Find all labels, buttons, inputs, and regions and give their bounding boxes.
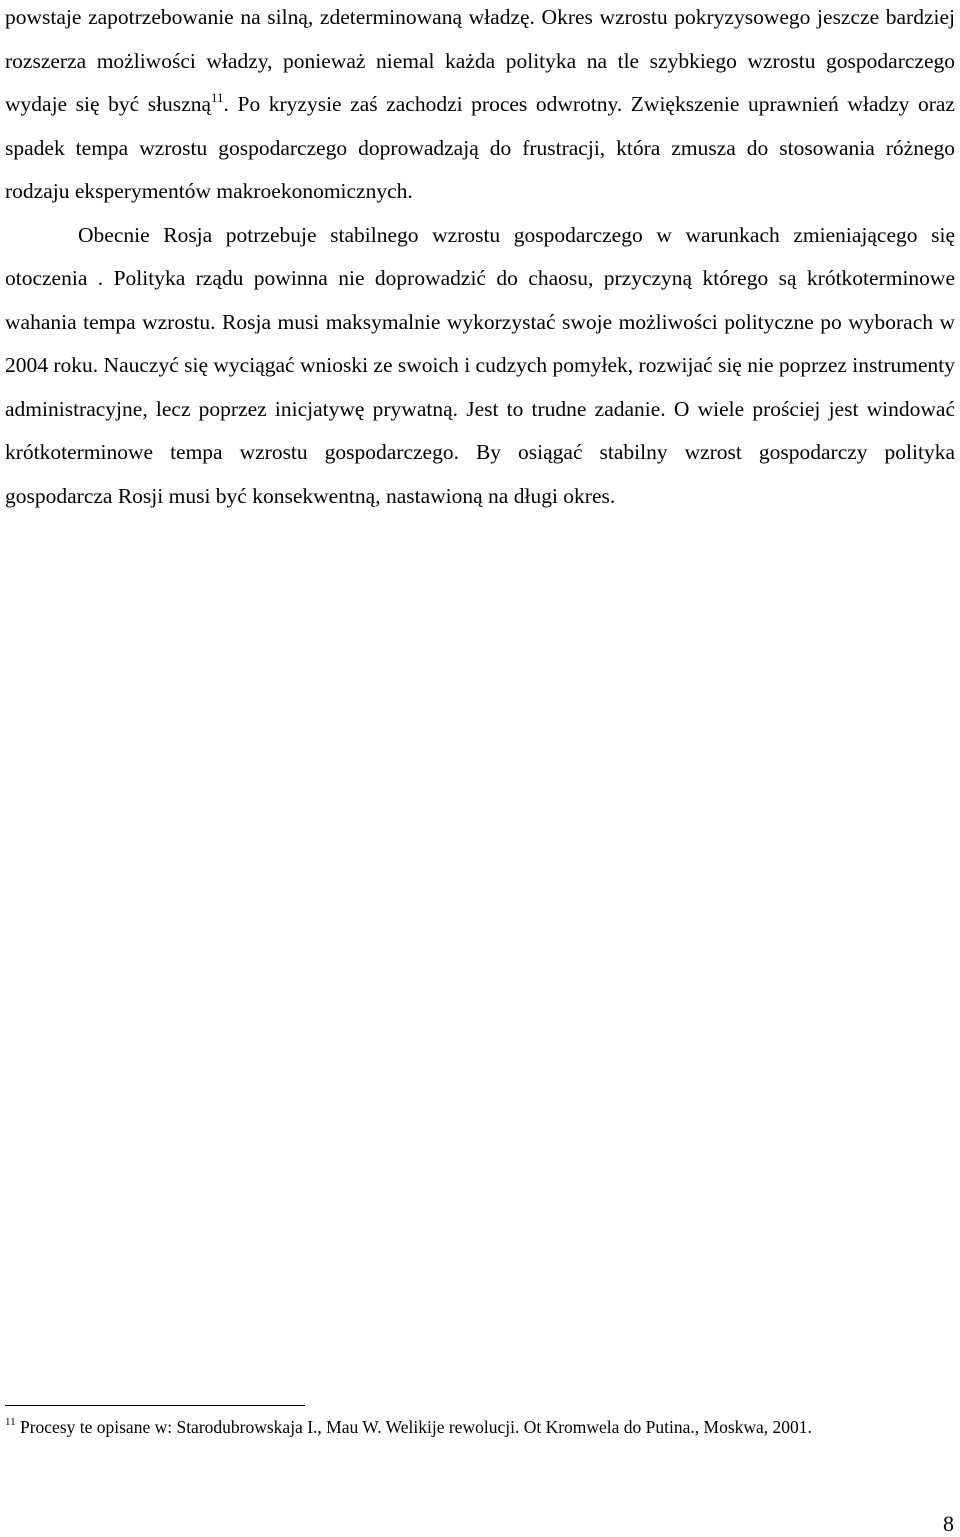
footnote-number: 11 bbox=[5, 1416, 16, 1428]
paragraph-1-part-2: . Po kryzysie zaś zachodzi proces odwrotny. Zwiększenie uprawnień władzy oraz spadek tempa wzrostu gospodarczego doprowadzają do frustracji, która zmusza do stosowania różnego rodzaju eksperymentów makroekonomicznych. bbox=[5, 92, 955, 203]
main-text bbox=[5, 0, 955, 518]
paragraph-1 bbox=[5, 0, 955, 214]
paragraph-1-part-1: powstaje zapotrzebowanie na silną, zdeterminowaną władzę. Okres wzrostu pokryzysowego jeszcze bardziej rozszerza możliwości władzy, ponieważ niemal każda polityka na tle szybkiego wzrostu gospodarczego wydaje się być słuszną bbox=[5, 5, 955, 116]
footnote-separator bbox=[5, 1405, 305, 1406]
footnote-11 bbox=[5, 1414, 935, 1441]
footnote-text: Procesy te opisane w: Starodubrowskaja I., Mau W. Welikije rewolucji. Ot Kromwela do Putina., Moskwa, 2001. bbox=[15, 1417, 812, 1437]
page-number: 8 bbox=[943, 1511, 954, 1536]
paragraph-2: Obecnie Rosja potrzebuje stabilnego wzrostu gospodarczego w warunkach zmieniającego się otoczenia . Polityka rządu powinna nie doprowadzić do chaosu, przyczyną którego są krótkoterminowe wahania tempa wzrostu. Rosja musi maksymalnie wykorzystać swoje możliwości polityczne po wyborach w 2004 roku. Nauczyć się wyciągać wnioski ze swoich i cudzych pomyłek, rozwijać się nie poprzez instrumenty administracyjne, lecz poprzez inicjatywę prywatną. Jest to trudne zadanie. O wiele prościej jest windować krótkoterminowe tempa wzrostu gospodarczego. By osiągać stabilny wzrost gospodarczy polityka gospodarcza Rosji musi być konsekwentną, nastawioną na długi okres. bbox=[5, 222, 955, 508]
footnote-reference-11[interactable]: 11 bbox=[211, 90, 224, 105]
